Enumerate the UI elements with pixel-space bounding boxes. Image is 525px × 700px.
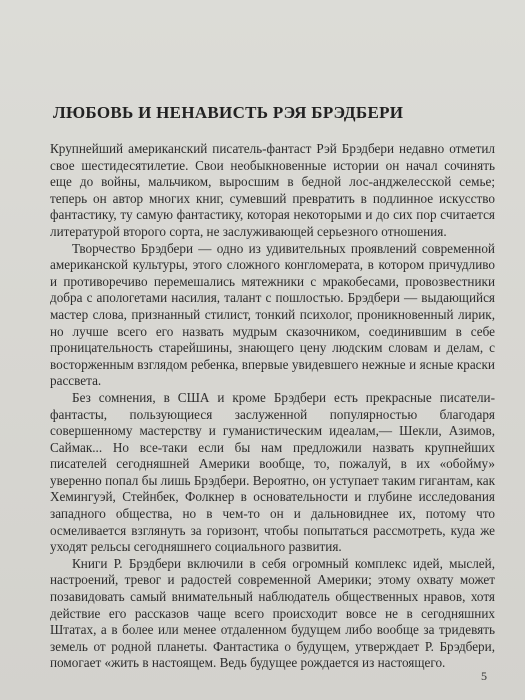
paragraph-4: Книги Р. Брэдбери включили в себя огромный комплекс идей, мыслей, настроений, тревог и радостей современной Америки; этому охвату может позавидовать самый внимательный наблюдатель общественных нравов, хотя действие его рассказов чаще всего происходит вовсе не в сегодняшних Штатах, а в более или менее отдаленном будущем либо вообще за тридевять земель от родной планеты. Фантастика о будущем, утверждает Р. Брэдбери, помогает «жить в настоящем. Ведь будущее рождается из настоящего. xyxy=(50,555,495,671)
paragraph-3: Без сомнения, в США и кроме Брэдбери есть прекрасные писатели-фантасты, пользующиеся заслуженной популярностью благодаря совершенному мастерству и гуманистическим идеалам,— Шекли, Азимов, Саймак... Но все-таки если бы нам предложили назвать крупнейших писателей сегодняшней Америки вообще, то, пожалуй, в их «обойму» уверенно попал бы лишь Брэдбери. Вероятно, он уступает таким гигантам, как Хемингуэй, Стейнбек, Фолкнер в основательности и глубине исследования западного общества, но в чем-то он и дальновиднее их, потому что осмеливается взглянуть за горизонт, чтобы попытаться рассмотреть, куда же уходят рельсы сегодняшнего социального развития. xyxy=(50,389,495,555)
body-text xyxy=(50,141,495,672)
paragraph-1: Крупнейший американский писатель-фантаст Рэй Брэдбери недавно отметил свое шестидесятилетие. Свои необыкновенные истории он начал сочинять еще до войны, мальчиком, выросшим в бедной лос-анджелесской семье; теперь он автор многих книг, сумевший превратить в подлинное искусство фантастику, ту самую фантастику, которая некоторыми и до сих пор считается литературой второго сорта, не заслуживающей серьезного отношения. xyxy=(50,141,495,239)
chapter-title: ЛЮБОВЬ И НЕНАВИСТЬ РЭЯ БРЭДБЕРИ xyxy=(53,103,404,122)
paragraph-2: Творчество Брэдбери — одно из удивительных проявлений современной американской культуры, этого сложного конгломерата, в котором причудливо и противоречиво перемешались мятежники с мракобесами, провозвестники добра с апологетами насилия, талант с пошлостью. Брэдбери — выдающийся мастер слова, признанный стилист, тонкий психолог, проникновенный лирик, но лучше всего его назвать мудрым сказочником, соединившим в себе проницательность старейшины, знающего цену людским словам и делам, с восторженным взглядом ребенка, впервые увидевшего нежные и ясные краски рассвета. xyxy=(50,240,495,389)
page-number: 5 xyxy=(481,669,487,683)
